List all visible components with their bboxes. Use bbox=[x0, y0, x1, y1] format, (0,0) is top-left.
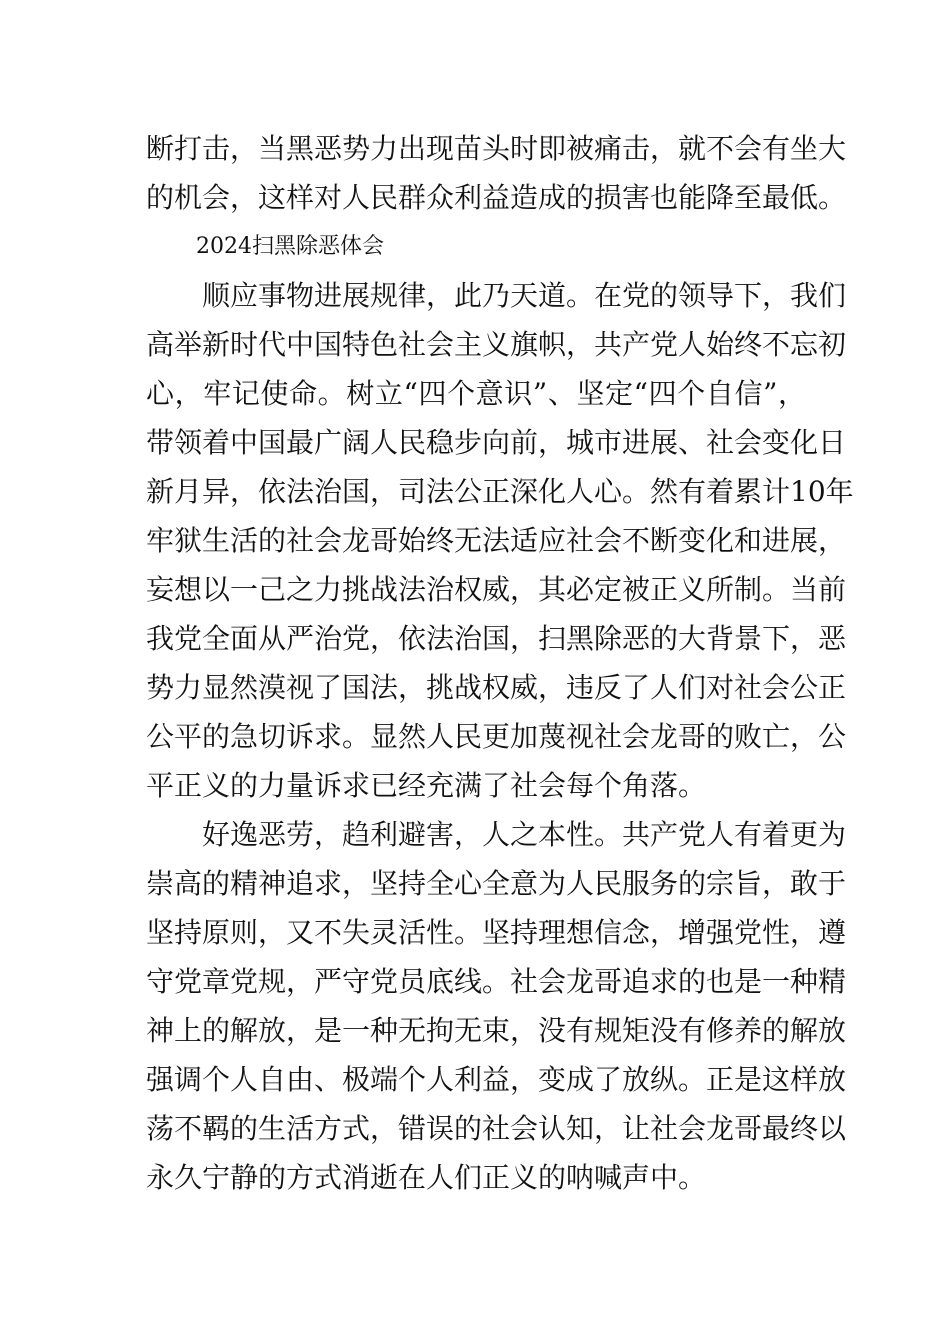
text-line: 坚持原则，又不失灵活性。坚持理想信念，增强党性，遵 bbox=[146, 916, 847, 949]
text-line: 的机会，这样对人民群众利益造成的损害也能降至最低。 bbox=[146, 181, 847, 214]
text-line: 守党章党规，严守党员底线。社会龙哥追求的也是一种精 bbox=[146, 965, 847, 998]
text-line: 永久宁静的方式消逝在人们正义的呐喊声中。 bbox=[146, 1161, 707, 1194]
text-line: 心，牢记使命。树立“四个意识”、坚定“四个自信”， bbox=[146, 377, 806, 410]
text-line: 牢狱生活的社会龙哥始终无法适应社会不断变化和进展， bbox=[146, 524, 847, 557]
text-line: 平正义的力量诉求已经充满了社会每个角落。 bbox=[146, 769, 707, 802]
text-line: 高举新时代中国特色社会主义旗帜，共产党人始终不忘初 bbox=[146, 328, 847, 361]
section-heading: 2024扫黑除恶体会 bbox=[196, 234, 384, 259]
paragraph-2 bbox=[146, 810, 847, 1202]
paragraph-continuation bbox=[146, 124, 847, 222]
text-line: 妄想以一己之力挑战法治权威，其必定被正义所制。当前 bbox=[146, 573, 847, 606]
text-line: 顺应事物进展规律，此乃天道。在党的领导下，我们 bbox=[202, 279, 847, 312]
text-line: 神上的解放，是一种无拘无束，没有规矩没有修养的解放 bbox=[146, 1014, 847, 1047]
text-line: 荡不羁的生活方式，错误的社会认知，让社会龙哥最终以 bbox=[146, 1112, 847, 1145]
text-line: 新月异，依法治国，司法公正深化人心。然有着累计10年 bbox=[146, 475, 854, 508]
text-line: 好逸恶劳，趋利避害，人之本性。共产党人有着更为 bbox=[202, 818, 847, 851]
text-line: 崇高的精神追求，坚持全心全意为人民服务的宗旨，敢于 bbox=[146, 867, 847, 900]
text-line: 我党全面从严治党，依法治国，扫黑除恶的大背景下，恶 bbox=[146, 622, 847, 655]
paragraph-1 bbox=[146, 271, 854, 810]
text-line: 带领着中国最广阔人民稳步向前，城市进展、社会变化日 bbox=[146, 426, 847, 459]
text-line: 公平的急切诉求。显然人民更加蔑视社会龙哥的败亡，公 bbox=[146, 720, 847, 753]
text-line: 势力显然漠视了国法，挑战权威，违反了人们对社会公正 bbox=[146, 671, 847, 704]
text-line: 断打击，当黑恶势力出现苗头时即被痛击，就不会有坐大 bbox=[146, 132, 847, 165]
document-page bbox=[146, 124, 854, 1202]
text-line: 强调个人自由、极端个人利益，变成了放纵。正是这样放 bbox=[146, 1063, 847, 1096]
